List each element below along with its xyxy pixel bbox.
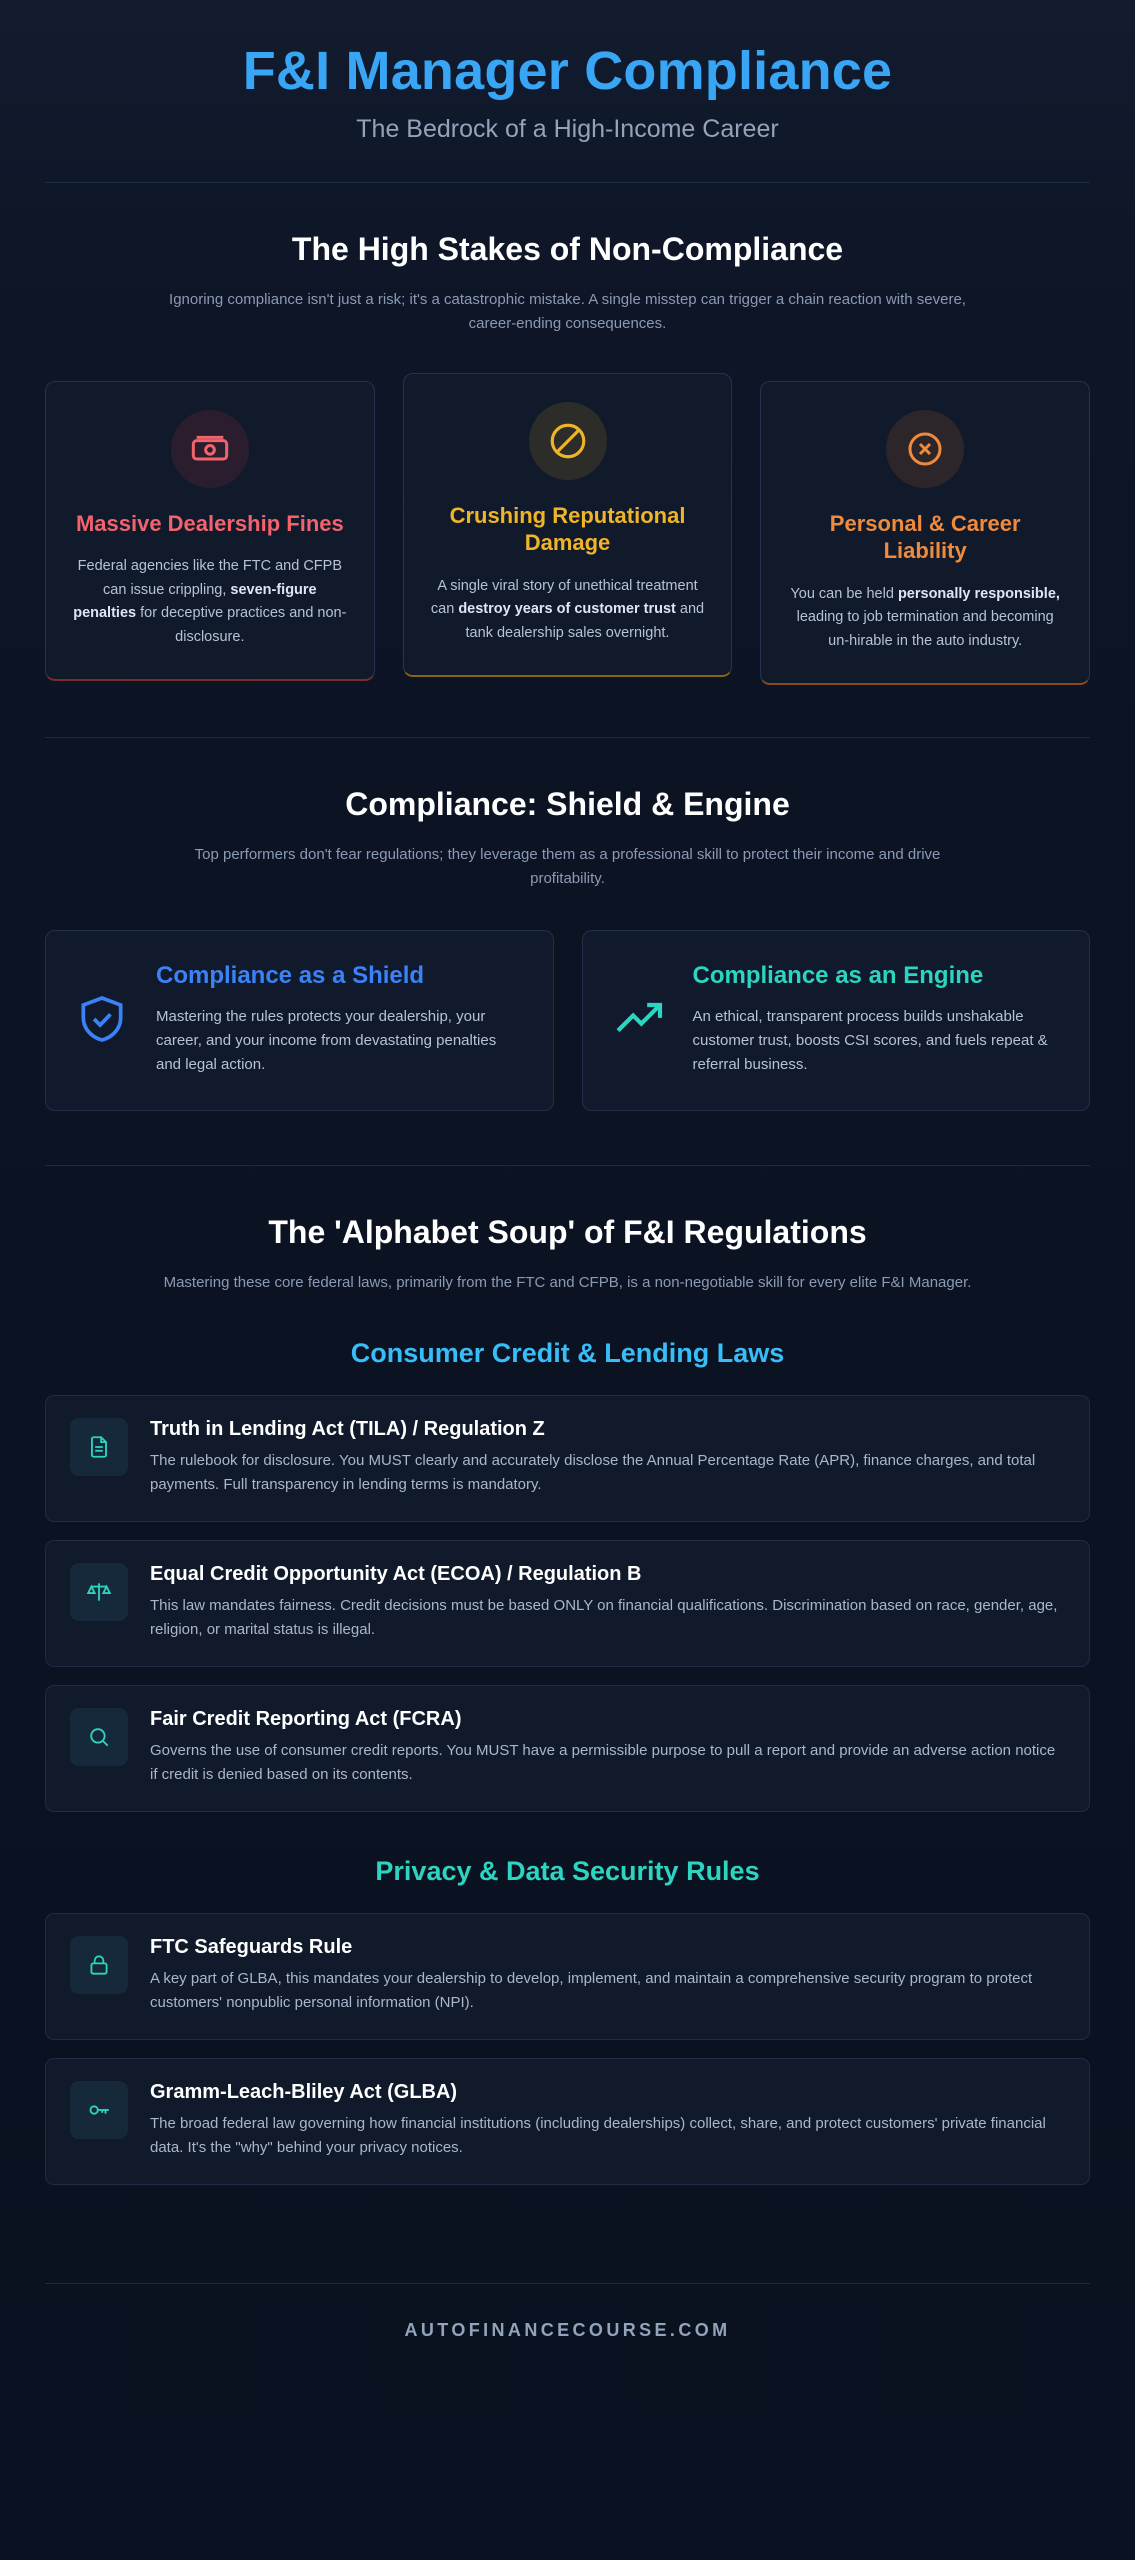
stake-body-pre: A single viral story of unethical treatment can <box>430 577 698 618</box>
stakes-title: The High Stakes of Non-Compliance <box>291 231 844 268</box>
stake-body-post: for deceptive practices and non-disclosure. <box>136 605 347 645</box>
engine-heading: Compliance as an Engine <box>692 961 984 989</box>
engine-body: An ethical, transparent process builds unshakable customer trust, boosts CSI scores, and fuels repeat & referral business. <box>692 1007 1048 1074</box>
regulation-title: Truth in Lending Act (TILA) / Regulation Z <box>150 1417 545 1440</box>
shield-engine-section <box>45 738 1090 1120</box>
page-footer <box>45 2283 1090 2381</box>
page-title: F&I Manager Compliance <box>242 41 893 101</box>
regulation-card-fcra <box>45 1685 1090 1812</box>
stake-card-liability <box>760 381 1090 685</box>
stake-body-pre: You can be held <box>790 585 898 602</box>
regulation-body: The broad federal law governing how financial institutions (including dealerships) collect, share, and protect customers' private financial data. It's the "why" behind your privacy notices. <box>150 2114 1046 2156</box>
shield-engine-title: Compliance: Shield & Engine <box>345 786 790 823</box>
regulation-title: Gramm-Leach-Bliley Act (GLBA) <box>150 2080 458 2103</box>
trend-up-icon <box>611 961 669 1052</box>
scales-icon <box>70 1563 128 1621</box>
regulation-card-ecoa <box>45 1540 1090 1667</box>
shield-engine-row <box>45 930 1090 1111</box>
stake-body-bold: destroy years of customer trust <box>458 601 676 618</box>
shield-card <box>45 930 554 1111</box>
regulation-body: A key part of GLBA, this mandates your dealership to develop, implement, and maintain a comprehensive security program to protect customers' nonpublic personal information (NPI). <box>150 1969 1033 2011</box>
regulation-card-safeguards <box>45 1913 1090 2040</box>
shield-engine-subtitle: Top performers don't fear regulations; they leverage them as a professional skill to protect their income and drive profitability. <box>194 846 941 887</box>
engine-card <box>582 930 1091 1111</box>
stake-body-bold: personally responsible, <box>897 585 1060 602</box>
footer-site-name: AUTOFINANCECOURSE.COM <box>404 2319 731 2340</box>
regulation-group-title-lending: Consumer Credit & Lending Laws <box>350 1337 785 1368</box>
stake-body <box>785 583 1065 653</box>
stakes-section <box>45 183 1090 695</box>
stake-heading: Personal & Career Liability <box>829 510 1021 564</box>
regulations-title: The 'Alphabet Soup' of F&I Regulations <box>268 1213 867 1250</box>
regulation-body: This law mandates fairness. Credit decisions must be based ONLY on financial qualifications. Discrimination based on race, gender, age, religion, or marital status is illegal. <box>150 1596 1058 1638</box>
money-stack-icon <box>171 410 249 488</box>
page-header <box>0 0 1135 182</box>
page-subtitle: The Bedrock of a High-Income Career <box>356 115 779 144</box>
regulation-title: Equal Credit Opportunity Act (ECOA) / Regulation B <box>150 1562 642 1585</box>
regulation-body: Governs the use of consumer credit reports. You MUST have a permissible purpose to pull a report and provide an adverse action notice if credit is denied based on its contents. <box>150 1741 1056 1783</box>
key-icon <box>70 2081 128 2139</box>
shield-body: Mastering the rules protects your dealership, your career, and your income from devastating penalties and legal action. <box>156 1007 497 1074</box>
shield-heading: Compliance as a Shield <box>156 961 425 989</box>
stakes-subtitle: Ignoring compliance isn't just a risk; it's a catastrophic mistake. A single misstep can trigger a chain reaction with severe, career-ending consequences. <box>169 291 966 332</box>
stakes-card-row <box>45 373 1090 685</box>
regulations-subtitle: Mastering these core federal laws, primarily from the FTC and CFPB, is a non-negotiable skill for every elite F&I Manager. <box>163 1273 972 1291</box>
prohibited-icon <box>529 402 607 480</box>
regulation-card-tila <box>45 1395 1090 1522</box>
stake-body-post: leading to job termination and becoming un-hirable in the auto industry. <box>796 609 1054 649</box>
document-icon <box>70 1418 128 1476</box>
stake-body <box>70 555 350 649</box>
shield-check-icon <box>74 961 132 1052</box>
regulation-title: FTC Safeguards Rule <box>150 1935 353 1958</box>
x-circle-icon <box>886 410 964 488</box>
stake-heading: Crushing Reputational Damage <box>449 502 686 556</box>
stake-body-bold: seven-figure penalties <box>73 581 317 622</box>
stake-card-fines <box>45 381 375 681</box>
stake-body <box>428 575 708 645</box>
regulation-group-title-privacy: Privacy & Data Security Rules <box>375 1855 760 1886</box>
stake-heading: Massive Dealership Fines <box>75 510 344 536</box>
magnifier-icon <box>70 1708 128 1766</box>
stake-body-pre: Federal agencies like the FTC and CFPB can issue crippling, <box>77 558 342 598</box>
regulation-card-glba <box>45 2058 1090 2185</box>
regulation-body: The rulebook for disclosure. You MUST clearly and accurately disclose the Annual Percentage Rate (APR), finance charges, and total payments. Full transparency in lending terms is mandatory. <box>150 1451 1036 1493</box>
stake-card-reputation <box>403 373 733 677</box>
regulations-section <box>45 1166 1090 2213</box>
stake-body-post: and tank dealership sales overnight. <box>465 601 705 641</box>
lock-icon <box>70 1936 128 1994</box>
regulation-title: Fair Credit Reporting Act (FCRA) <box>150 1707 462 1730</box>
